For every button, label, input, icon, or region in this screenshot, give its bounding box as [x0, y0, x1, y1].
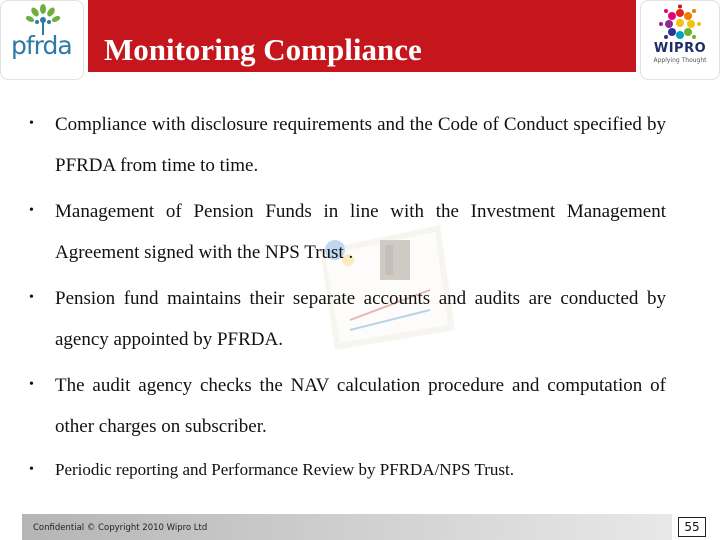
- footer-confidential: Confidential © Copyright 2010 Wipro Ltd: [33, 523, 208, 533]
- wipro-logo-tagline: Applying Thought: [653, 57, 707, 64]
- page-number: 55: [678, 517, 706, 537]
- bullet-text: Pension fund maintains their separate accounts and audits are conducted by agency appointed by PFRDA.: [55, 288, 666, 350]
- pfrda-logo: [0, 0, 84, 80]
- bullet-item: [26, 191, 666, 273]
- bullet-text: Compliance with disclosure requirements and the Code of Conduct specified by PFRDA from time to time.: [55, 114, 666, 176]
- bullet-item: [26, 450, 666, 490]
- bullet-dot-icon: •: [29, 203, 34, 218]
- bullet-dot-icon: •: [29, 377, 34, 392]
- pfrda-logo-text: pfrda: [11, 31, 72, 60]
- bullet-item: [26, 365, 666, 447]
- bullet-list: [26, 104, 666, 490]
- bullet-item: [26, 278, 666, 360]
- wipro-logo: [640, 0, 720, 80]
- bullet-text: Periodic reporting and Performance Review by PFRDA/NPS Trust.: [55, 460, 514, 479]
- bullet-item: [26, 104, 666, 186]
- wipro-logo-name: WIPRO: [653, 41, 707, 56]
- wipro-flower-logo-icon: [655, 4, 705, 42]
- bullet-dot-icon: •: [29, 116, 34, 131]
- slide-title: Monitoring Compliance: [104, 32, 422, 67]
- bullet-dot-icon: •: [29, 462, 34, 477]
- bullet-dot-icon: •: [29, 290, 34, 305]
- bullet-text: Management of Pension Funds in line with the Investment Management Agreement signed with the NPS Trust .: [55, 201, 666, 263]
- bullet-text: The audit agency checks the NAV calculation procedure and computation of other charges on subscriber.: [55, 375, 666, 437]
